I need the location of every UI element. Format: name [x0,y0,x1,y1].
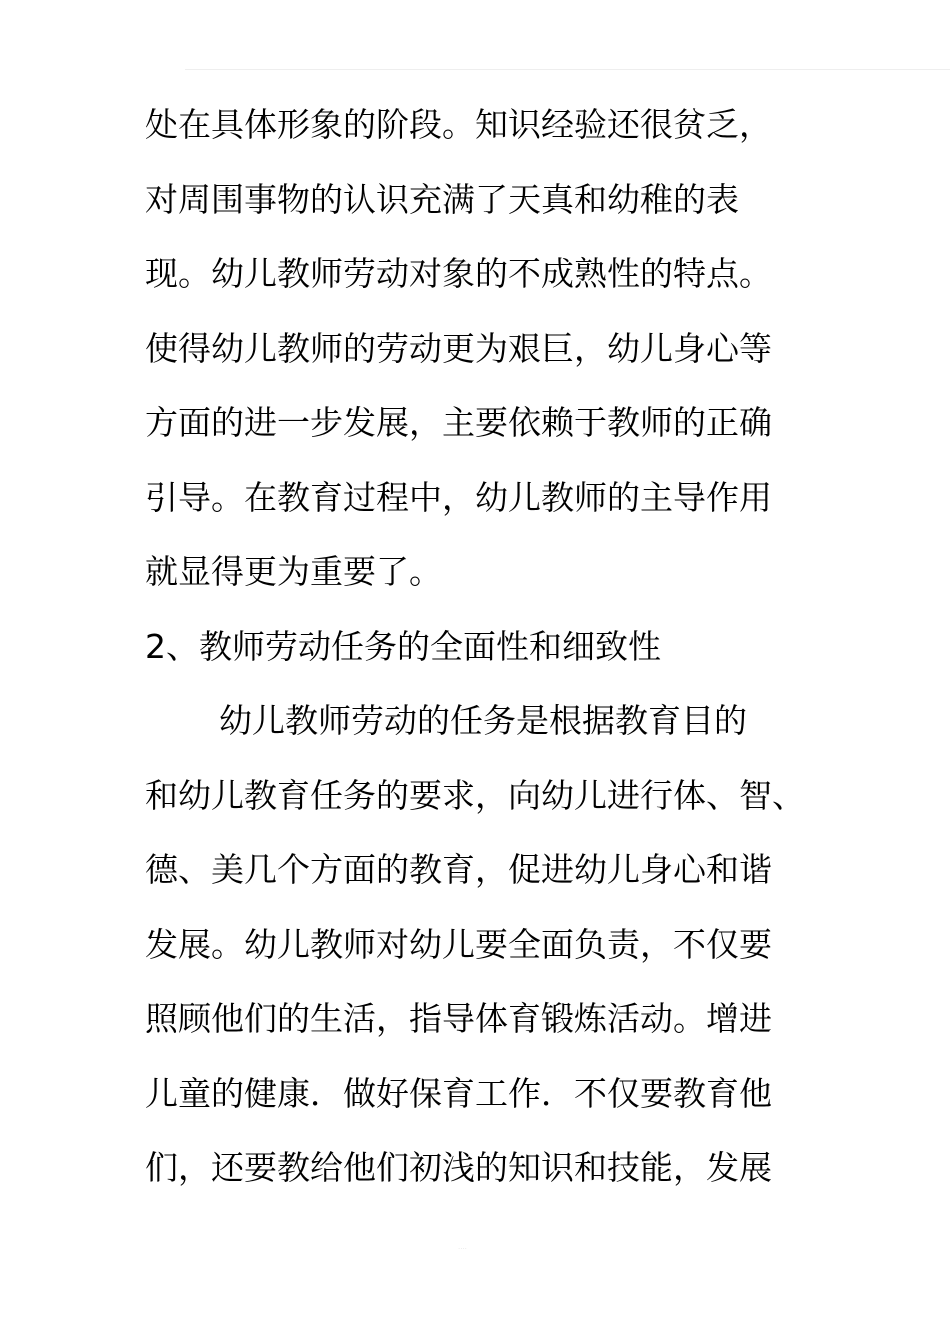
text-line: 德、美几个方面的教育，促进幼儿身心和谐 [145,850,772,889]
paragraph-first-line: 幼儿教师劳动的任务是根据教育目的 [219,701,747,740]
text-line: 方面的进一步发展，主要依赖于教师的正确 [145,403,772,442]
footer-watermark: ···· [458,1245,467,1253]
text-line: 照顾他们的生活，指导体育锻炼活动。增进 [145,999,772,1038]
header-rule [185,69,950,70]
section-heading: 2、教师劳动任务的全面性和细致性 [145,626,661,666]
text-line: 使得幼儿教师的劳动更为艰巨，幼儿身心等 [145,328,772,368]
text-line: 引导。在教育过程中，幼儿教师的主导作用 [145,477,772,517]
text-line: 现。幼儿教师劳动对象的不成熟性的特点。 [145,254,772,293]
text-line: 和幼儿教育任务的要求，向幼儿进行体、智、 [145,775,805,815]
document-body [145,88,825,1206]
text-line: 发展。幼儿教师对幼儿要全面负责，不仅要 [145,924,772,964]
text-line: 们，还要教给他们初浅的知识和技能，发展 [145,1148,772,1187]
text-line: 就显得更为重要了。 [145,552,442,591]
text-line: 处在具体形象的阶段。知识经验还很贫乏， [145,105,772,144]
text-line: 儿童的健康．做好保育工作．不仅要教育他 [145,1073,772,1113]
text-line: 对周围事物的认识充满了天真和幼稚的表 [145,179,739,219]
